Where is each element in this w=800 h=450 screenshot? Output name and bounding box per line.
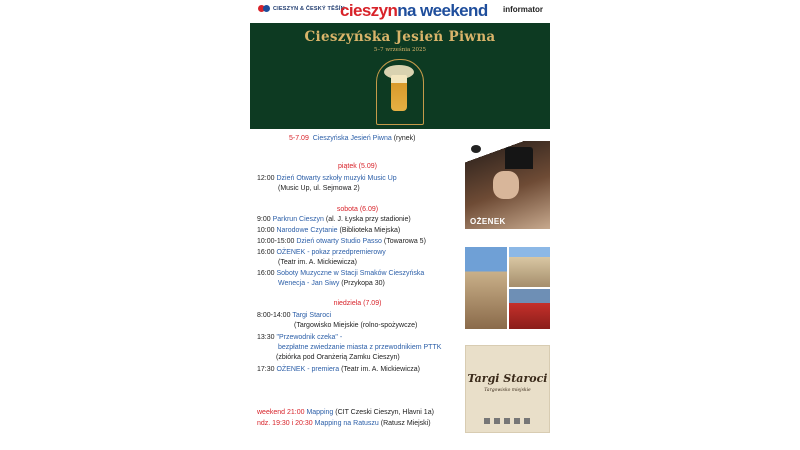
event-link[interactable]: Wenecja - Jan Siwy <box>278 280 340 287</box>
headline-event-link[interactable]: Cieszyńska Jesień Piwna <box>312 135 392 142</box>
banner-title: Cieszyńska Jesień Piwna <box>304 29 496 45</box>
list-item <box>278 279 385 288</box>
event-link[interactable]: Mapping na Ratuszu <box>314 420 379 427</box>
event-link[interactable]: Mapping <box>306 409 334 416</box>
event-link[interactable]: Parkrun Cieszyn <box>272 216 324 223</box>
brand-part-1: cieszyn <box>340 1 398 20</box>
event-place: (Przykopa 30) <box>341 280 385 287</box>
event-place: (zbiórka pod Oranżerią Zamku Cieszyn) <box>276 354 400 361</box>
headline-place: (rynek) <box>393 135 416 142</box>
event-place: (Teatr im. A. Mickiewicza) <box>278 259 357 266</box>
headline-date: 5-7.09 <box>289 135 309 142</box>
list-item <box>257 365 420 374</box>
theatre-logo-icon <box>471 145 481 153</box>
event-time: 10:00-15:00 <box>257 238 295 245</box>
event-time: 10:00 <box>257 227 275 234</box>
event-link[interactable]: Targi Staroci <box>292 312 332 319</box>
list-item <box>257 174 397 183</box>
event-link[interactable]: OŻENEK - premiera <box>276 366 340 373</box>
event-time: 12:00 <box>257 175 275 182</box>
actor-face-shape <box>493 171 519 199</box>
poster-title: Targi Staroci <box>467 372 548 385</box>
event-time: 17:30 <box>257 366 275 373</box>
headline <box>289 134 415 143</box>
brand-part-2: na weekend <box>397 1 488 20</box>
event-time: 8:00-14:00 <box>257 312 291 319</box>
event-link[interactable]: Dzień Otwarty szkoły muzyki Music Up <box>276 175 397 182</box>
list-item <box>257 333 342 342</box>
event-link[interactable]: "Przewodnik czeka" - <box>276 334 343 341</box>
event-time: weekend 21:00 <box>257 409 305 416</box>
poster-subtitle: Targowisko miejskie <box>484 388 531 393</box>
event-link[interactable]: OŻENEK - pokaz przedpremierowy <box>276 249 386 256</box>
targi-staroci-poster-image[interactable] <box>465 345 550 433</box>
event-time: 9:00 <box>257 216 271 223</box>
list-item <box>257 248 386 257</box>
event-link[interactable]: Soboty Muzyczne w Stacji Smaków Cieszyńska <box>276 270 425 277</box>
friday-heading: piątek (5.09) <box>338 163 377 170</box>
ozenek-poster-image[interactable] <box>465 141 550 229</box>
section-label: informator <box>503 5 543 14</box>
list-item <box>257 269 424 278</box>
top-hat-shape <box>505 147 533 169</box>
partner-logo[interactable] <box>258 4 345 14</box>
list-item <box>257 408 434 417</box>
city-tram-image[interactable] <box>509 289 550 329</box>
list-item <box>257 215 411 224</box>
saturday-heading: sobota (6.09) <box>336 206 379 213</box>
event-place: (Towarowa 5) <box>383 238 426 245</box>
event-link[interactable]: Dzień otwarty Studio Passo <box>296 238 382 245</box>
event-link[interactable]: bezpłatne zwiedzanie miasta z przewodnikiem PTTK <box>278 344 442 351</box>
event-link[interactable]: Narodowe Czytanie <box>276 227 338 234</box>
city-street-image[interactable] <box>509 247 550 287</box>
event-place: (Targowisko Miejskie (rolno-spożywcze) <box>294 322 418 329</box>
event-place: (al. J. Łyska przy stadionie) <box>325 216 411 223</box>
list-item <box>257 311 331 320</box>
event-time: 13:30 <box>257 334 275 341</box>
event-place: (Music Up, ul. Sejmowa 2) <box>278 185 360 192</box>
ozenek-label: OŻENEK <box>470 217 506 226</box>
partner-logo-text: CIESZYN & ČESKÝ TĚŠÍN <box>273 6 345 12</box>
event-place: (CIT Czeski Cieszyn, Hlavni 1a) <box>335 409 434 416</box>
sunday-heading: niedziela (7.09) <box>333 300 382 307</box>
event-place: (Ratusz Miejski) <box>380 420 431 427</box>
sponsor-logos <box>484 418 532 424</box>
event-time: 16:00 <box>257 270 275 277</box>
event-place: (Teatr im. A. Mickiewicza) <box>341 366 421 373</box>
event-time: 16:00 <box>257 249 275 256</box>
banner-date: 5–7 września 2025 <box>373 47 427 53</box>
brand-logo[interactable] <box>340 1 488 21</box>
partner-logo-icon <box>258 4 270 14</box>
event-place: (Biblioteka Miejska) <box>339 227 401 234</box>
event-banner[interactable] <box>250 23 550 129</box>
event-time: ndz. 19:30 i 20:30 <box>257 420 313 427</box>
list-item <box>257 237 426 246</box>
beer-glass-icon <box>391 75 407 111</box>
list-item <box>257 419 431 428</box>
city-tower-image[interactable] <box>465 247 507 329</box>
list-item <box>257 226 400 235</box>
